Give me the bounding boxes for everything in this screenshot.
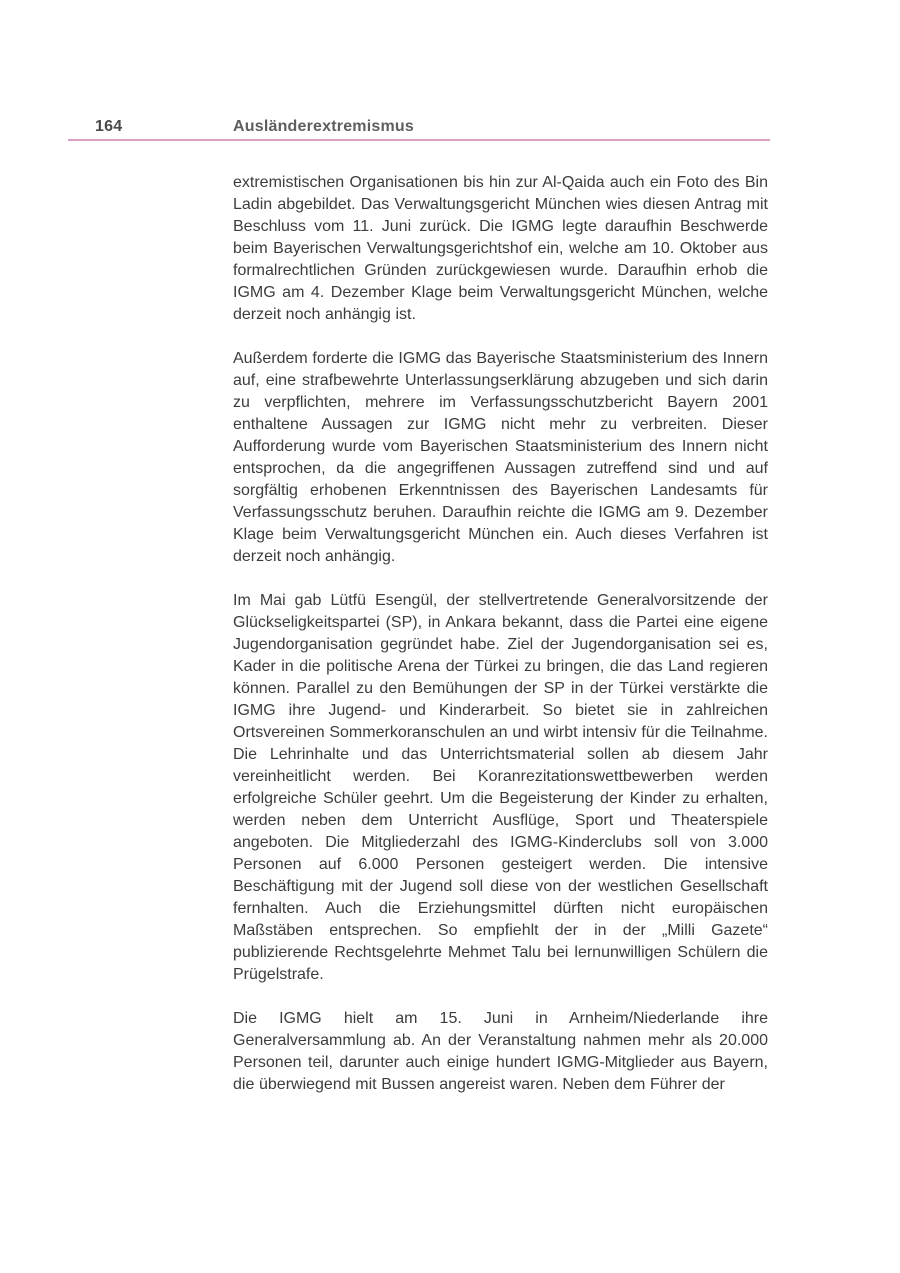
header-title: Ausländerextremismus — [233, 118, 414, 135]
paragraph-3: Im Mai gab Lütfü Esengül, der stellvertretende Generalvorsitzende der Glückseligkeitspartei (SP), in Ankara bekannt, dass die Partei eine eigene Jugendorganisation gegründet habe. Ziel der Jugendorganisation sei es, Kader in die politische Arena der Türkei zu bringen, die das Land regieren können. Parallel zu den Bemühungen der SP in der Türkei verstärkte die IGMG ihre Jugend- und Kinderarbeit. So bietet sie in zahlreichen Ortsvereinen Sommerkoranschulen an und wirbt intensiv für die Teilnahme. Die Lehrinhalte und das Unterrichtsmaterial sollen ab diesem Jahr vereinheitlicht werden. Bei Koranrezitationswettbewerben werden erfolgreiche Schüler geehrt. Um die Begeisterung der Kinder zu erhalten, werden neben dem Unterricht Ausflüge, Sport und Theaterspiele angeboten. Die Mitgliederzahl des IGMG-Kinderclubs soll von 3.000 Personen auf 6.000 Personen gesteigert werden. Die intensive Beschäftigung mit der Jugend soll diese von der westlichen Gesellschaft fernhalten. Auch die Erziehungsmittel dürften nicht europäischen Maßstäben entsprechen. So empfiehlt der in der „Milli Gazete“ publizierende Rechtsgelehrte Mehmet Talu bei lernunwilligen Schülern die Prügelstrafe. — [233, 592, 768, 983]
header-rule — [68, 139, 770, 141]
page-number: 164 — [95, 118, 123, 135]
paragraph-4: Die IGMG hielt am 15. Juni in Arnheim/Niederlande ihre Generalversammlung ab. An der Veranstaltung nahmen mehr als 20.000 Personen teil, darunter auch einige hundert IGMG-Mitglieder aus Bayern, die überwiegend mit Bussen angereist waren. Neben dem Führer der — [233, 1010, 768, 1093]
paragraph-1: extremistischen Organisationen bis hin zur Al-Qaida auch ein Foto des Bin Ladin abgebildet. Das Verwaltungsgericht München wies diesen Antrag mit Beschluss vom 11. Juni zurück. Die IGMG legte daraufhin Beschwerde beim Bayerischen Verwaltungsgerichtshof ein, welche am 10. Oktober aus formalrechtlichen Gründen zurückgewiesen wurde. Daraufhin erhob die IGMG am 4. Dezember Klage beim Verwaltungsgericht München, welche derzeit noch anhängig ist. — [233, 174, 768, 323]
page-content — [233, 172, 768, 1118]
paragraph-2: Außerdem forderte die IGMG das Bayerische Staatsministerium des Innern auf, eine strafbewehrte Unterlassungserklärung abzugeben und sich darin zu verpflichten, mehrere im Verfassungsschutzbericht Bayern 2001 enthaltene Aussagen zur IGMG nicht mehr zu verbreiten. Dieser Aufforderung wurde vom Bayerischen Staatsministerium des Innern nicht entsprochen, da die angegriffenen Aussagen zutreffend sind und auf sorgfältig erhobenen Erkenntnissen des Bayerischen Landesamts für Verfassungsschutz beruhen. Daraufhin reichte die IGMG am 9. Dezember Klage beim Verwaltungsgericht München ein. Auch dieses Verfahren ist derzeit noch anhängig. — [233, 350, 768, 565]
